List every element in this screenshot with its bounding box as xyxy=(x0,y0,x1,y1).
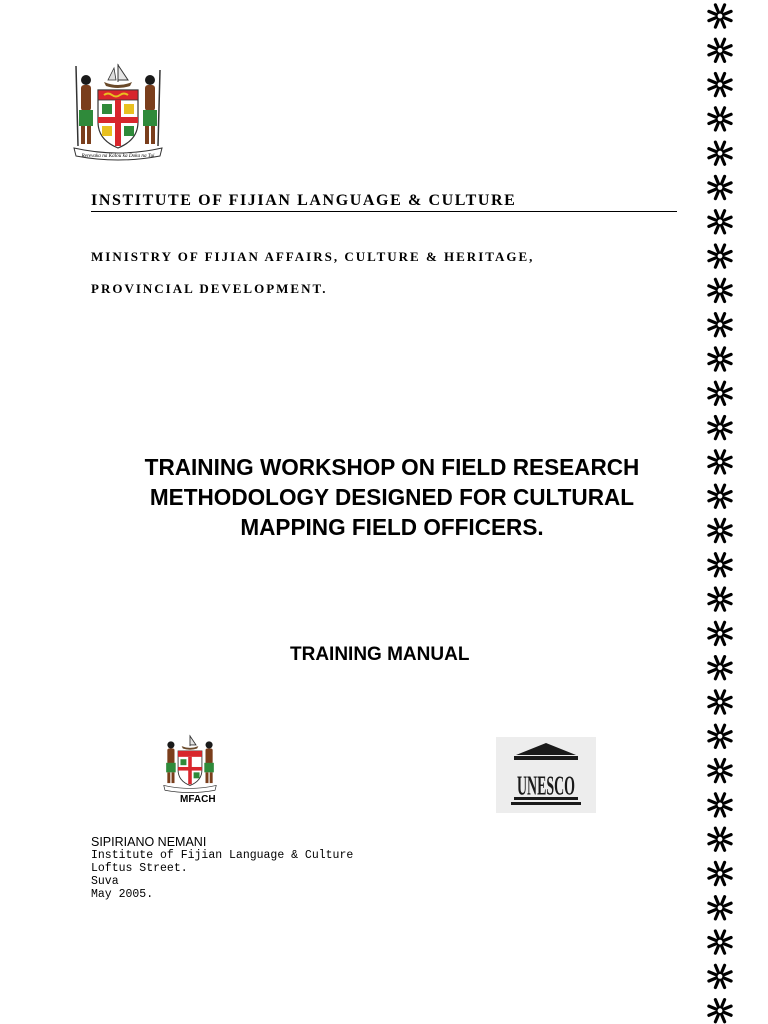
border-star-icon xyxy=(709,382,731,404)
border-star-icon xyxy=(709,725,731,747)
border-star-icon xyxy=(709,451,731,473)
unesco-temple-icon xyxy=(496,737,596,813)
border-star-icon xyxy=(709,897,731,919)
border-star-icon xyxy=(709,965,731,987)
border-star-icon xyxy=(709,862,731,884)
unesco-text: UNESCO xyxy=(517,771,575,802)
institute-heading: INSTITUTE OF FIJIAN LANGUAGE & CULTURE xyxy=(91,192,677,212)
address-line-2: Loftus Street. xyxy=(91,862,188,875)
border-star-icon xyxy=(709,588,731,610)
border-star-icon xyxy=(709,828,731,850)
training-manual-title: TRAINING MANUAL xyxy=(290,644,470,665)
border-star-icon xyxy=(709,314,731,336)
author-address xyxy=(91,849,353,901)
border-star-icon xyxy=(709,5,731,27)
mfach-logo-icon xyxy=(160,733,220,795)
border-star-icon xyxy=(709,39,731,61)
ministry-line-2: PROVINCIAL DEVELOPMENT. xyxy=(91,281,328,296)
border-star-icon xyxy=(709,554,731,576)
border-star-icon xyxy=(709,657,731,679)
border-star-icon xyxy=(709,794,731,816)
border-star-icon xyxy=(709,176,731,198)
border-star-icon xyxy=(709,485,731,507)
unesco-logo xyxy=(496,737,596,813)
workshop-title xyxy=(102,452,682,542)
decorative-star-border xyxy=(700,0,740,1024)
address-line-3: Suva xyxy=(91,875,119,888)
border-star-icon xyxy=(709,211,731,233)
workshop-title-line-3: MAPPING FIELD OFFICERS. xyxy=(240,514,544,540)
border-star-icon xyxy=(709,1000,731,1022)
border-star-icon xyxy=(709,142,731,164)
address-line-4: May 2005. xyxy=(91,888,154,901)
crest-motto: Rerevaka na Kalou ka Doka na Tui xyxy=(81,153,155,159)
border-star-icon xyxy=(709,108,731,130)
border-star-icon xyxy=(709,348,731,370)
border-star-icon xyxy=(709,519,731,541)
workshop-title-line-1: TRAINING WORKSHOP ON FIELD RESEARCH xyxy=(144,454,640,480)
ministry-heading xyxy=(91,233,651,313)
mfach-label: MFACH xyxy=(180,794,216,805)
author-name: SIPIRIANO NEMANI xyxy=(91,835,207,849)
address-line-1: Institute of Fijian Language & Culture xyxy=(91,849,354,862)
border-star-icon xyxy=(709,760,731,782)
ministry-line-1: MINISTRY OF FIJIAN AFFAIRS, CULTURE & HERITAGE, xyxy=(91,249,535,264)
border-star-icon xyxy=(709,931,731,953)
border-star-icon xyxy=(709,622,731,644)
border-star-icon xyxy=(709,74,731,96)
border-star-icon xyxy=(709,245,731,267)
border-star-icon xyxy=(709,417,731,439)
border-star-icon xyxy=(709,691,731,713)
workshop-title-line-2: METHODOLOGY DESIGNED FOR CULTURAL xyxy=(149,484,635,510)
fiji-coat-of-arms-icon xyxy=(68,60,168,164)
border-star-icon xyxy=(709,279,731,301)
